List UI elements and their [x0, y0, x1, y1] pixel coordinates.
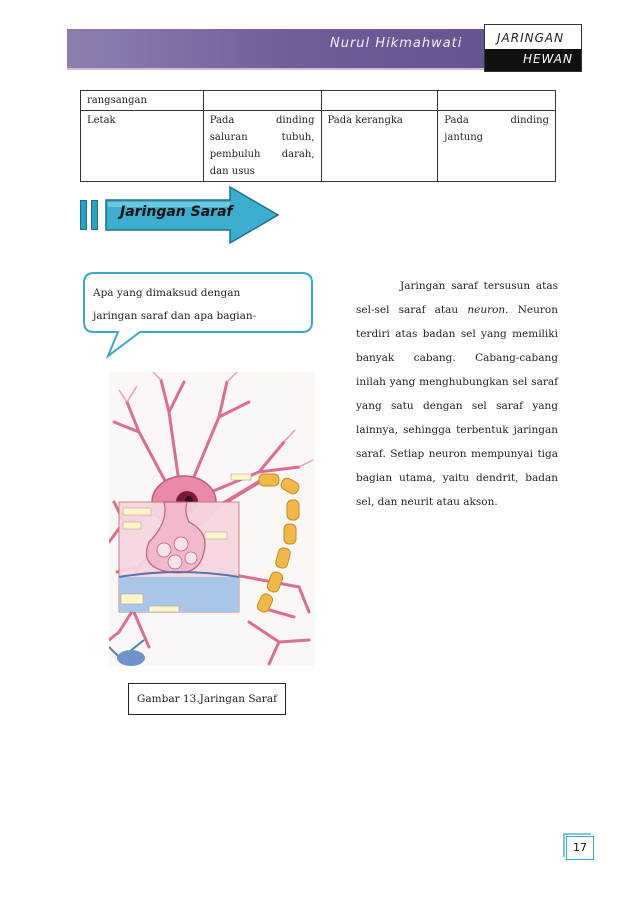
bubble-text	[93, 282, 293, 328]
header-author: Nurul Hikmahwati	[330, 36, 463, 51]
header-title-line1: JARINGAN	[497, 31, 565, 45]
bubble-line: Apa yang dimaksud dengan	[93, 287, 241, 299]
neuron-term: neuron.	[467, 304, 509, 316]
paragraph-text: Jaringan saraf tersusun atas sel-sel saraf atau	[356, 280, 558, 316]
neuron-illustration	[109, 372, 314, 666]
table-cell	[203, 91, 321, 111]
table-cell	[438, 91, 556, 111]
paragraph-text: Neuron terdiri atas badan sel yang memiliki banyak cabang. Cabang-cabang inilah yang menghubungkan sel saraf yang satu dengan sel saraf yang lainnya, sehingga terbentuk jaringan saraf. Setiap neuron mempunyai tiga bagian utama, yaitu dendrit, badan sel, dan neurit atau akson.	[356, 304, 558, 508]
table-cell: Pada dinding saluran tubuh, pembuluh darah, dan usus	[203, 111, 321, 182]
neuron-diagram-icon	[109, 372, 314, 666]
table-row	[81, 91, 556, 111]
table-cell: Pada kerangka	[321, 111, 438, 182]
section-heading-arrow	[80, 185, 280, 245]
table-row	[81, 111, 556, 182]
figure-caption: Gambar 13.Jaringan Saraf	[128, 683, 286, 715]
section-heading: Jaringan Saraf	[120, 204, 233, 220]
header-title-box	[484, 24, 582, 72]
table-cell: rangsangan	[81, 91, 204, 111]
body-paragraph	[356, 274, 558, 514]
table-cell: Pada dinding jantung	[438, 111, 556, 182]
table-cell: Letak	[81, 111, 204, 182]
tissue-comparison-table	[80, 90, 556, 182]
table-cell	[321, 91, 438, 111]
header-title-line2: HEWAN	[485, 49, 581, 71]
bubble-line: jaringan saraf dan apa bagian-	[93, 310, 257, 322]
page-number: 17	[566, 836, 594, 860]
